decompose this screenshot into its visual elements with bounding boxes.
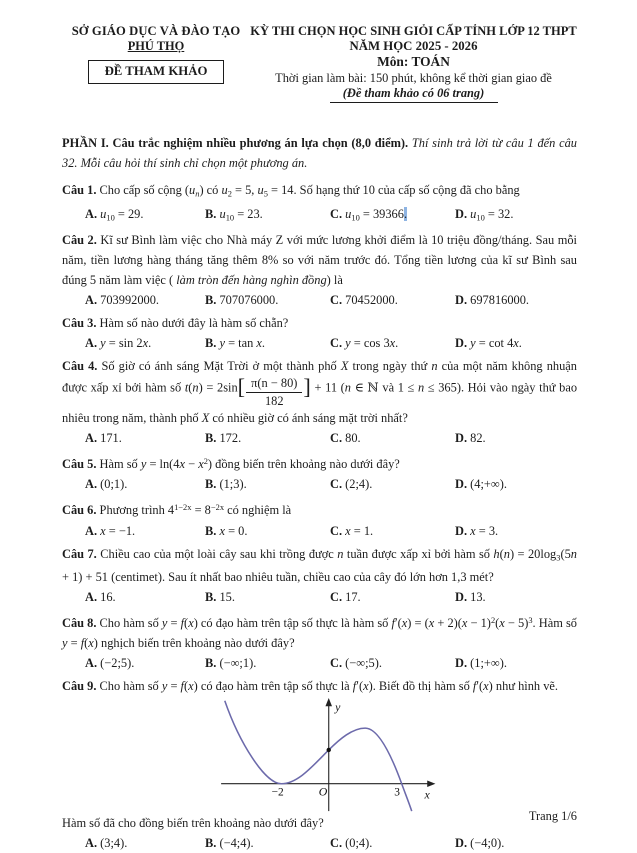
text-run: + 1) + 51 (centimet). Sau ít nhất bao nhiêu tuần, chiều cao của cây đó lớn hơn 1,3 mét? — [62, 570, 494, 585]
text-run: ) là — [326, 273, 343, 288]
question-7 — [62, 544, 577, 608]
header-right-block — [250, 24, 577, 103]
text-run: x — [513, 336, 519, 351]
text-run: ) có đạo hàm trên tập số thực là — [193, 679, 353, 694]
text-run: x — [256, 336, 262, 351]
text-run: 5 — [263, 188, 268, 199]
text-run: −2x — [210, 502, 225, 513]
question-label: Câu 6. — [62, 503, 97, 518]
subject: Môn: TOÁN — [377, 54, 450, 69]
option-d — [455, 333, 577, 353]
text-run: 171. — [100, 431, 122, 446]
fraction-numerator: π(n − 80) — [246, 376, 302, 393]
option-a — [85, 587, 205, 607]
text-run: có nhiều giờ có ánh sáng mặt trời nhất? — [209, 411, 408, 426]
text-run: Kĩ sư Bình làm việc cho Nhà máy Z với mức lương khởi điểm là 10 triệu đồng/tháng. Sau mỗi năm, tiền lương hàng tháng tăng thêm 8% so với năm trước đó. Tổng tiền lương của kĩ sư Bình sau đúng 5 năm làm việc ( — [62, 233, 577, 288]
text-run: y — [161, 679, 168, 694]
text-run: 16. — [100, 590, 116, 605]
text-run: = — [67, 636, 81, 651]
selection-highlight: . — [403, 206, 408, 221]
question-stem — [62, 544, 577, 588]
option-a — [85, 290, 205, 310]
text-run: ( — [184, 679, 189, 694]
option-letter: D. — [455, 590, 468, 605]
question-label: Câu 1. — [62, 183, 97, 197]
part1-intro — [62, 133, 577, 173]
option-letter: A. — [85, 336, 98, 351]
option-b — [205, 204, 330, 228]
question-6 — [62, 497, 577, 540]
option-c — [330, 204, 455, 228]
text-run: x — [470, 523, 476, 538]
text-run: = sin 2 — [105, 336, 143, 351]
header-left-block — [62, 24, 250, 84]
text-run: của một năm không nhuận được xấp xỉ bởi hàm số — [62, 359, 577, 395]
text-run: ) = 2sin — [198, 380, 238, 395]
text-run: x — [345, 523, 351, 538]
text-run: u — [189, 183, 196, 197]
text-run: 707076000. — [219, 293, 279, 308]
text-run: = 1. — [350, 523, 374, 538]
option-letter: B. — [205, 206, 217, 221]
option-b — [205, 587, 330, 607]
option-c — [330, 290, 455, 310]
option-b — [205, 333, 330, 353]
option-c — [330, 428, 455, 448]
exam-title: KỲ THI CHỌN HỌC SINH GIỎI CẤP TỈNH LỚP 12 THPT — [250, 24, 577, 38]
text-run: ( — [184, 616, 189, 631]
option-b — [205, 521, 330, 541]
text-run: = cos 3 — [350, 336, 390, 351]
y-axis-label: y — [335, 700, 341, 715]
question-stem — [62, 676, 577, 696]
text-run: = 5, — [231, 183, 258, 197]
text-run: (−∞;5). — [345, 656, 382, 671]
text-run: 10 — [106, 212, 115, 223]
question-stem — [62, 497, 577, 520]
text-run: 1−2x — [174, 502, 192, 513]
tick-minus-2: −2 — [271, 786, 284, 799]
text-run: y — [100, 336, 106, 351]
text-run: (0;1). — [100, 477, 128, 492]
origin-label: O — [318, 784, 328, 799]
text-run: = tan — [224, 336, 257, 351]
page-number: Trang 1/6 — [528, 809, 577, 823]
text-run: ( — [495, 616, 500, 631]
part1-intro-italic: Thí sinh trả lời từ câu 1 đến câu 32. Mỗi câu hỏi thí sinh chỉ chọn một phương án. — [62, 136, 577, 170]
question-post-stem — [62, 813, 577, 833]
option-letter: D. — [455, 293, 468, 308]
text-run: ) có đạo hàm trên tập số thực là hàm số — [193, 616, 392, 631]
question-stem — [62, 356, 577, 428]
option-letter: A. — [85, 293, 98, 308]
text-run: Cho hàm số — [99, 616, 162, 631]
text-run: Chiều cao của một loài cây sau khi trồng được — [100, 546, 338, 561]
text-run: h — [493, 546, 500, 561]
text-run: 82. — [470, 431, 486, 446]
text-run: y — [219, 336, 225, 351]
option-d — [455, 204, 577, 228]
text-run: ) = 20log — [509, 546, 557, 561]
option-d — [455, 521, 577, 541]
text-run: x — [401, 616, 408, 631]
text-run: ≤ 365). Hỏi vào ngày thứ bao nhiêu trong năm, thành phố — [62, 380, 578, 426]
option-a — [85, 833, 205, 853]
text-run: X — [340, 359, 349, 374]
province-name: PHÚ THỌ — [127, 39, 185, 53]
text-run: = −1. — [105, 523, 136, 538]
option-b — [205, 428, 330, 448]
option-letter: B. — [205, 656, 217, 671]
option-d — [455, 290, 577, 310]
option-a — [85, 204, 205, 228]
fraction — [246, 376, 302, 408]
answer-options-row — [62, 204, 577, 228]
question-label: Câu 4. — [62, 359, 98, 374]
text-run: f — [391, 616, 395, 631]
text-run: . Hàm số — [532, 616, 577, 631]
text-run: . — [261, 336, 266, 351]
text-run: . — [518, 336, 522, 351]
option-d — [455, 833, 577, 853]
option-a — [85, 428, 205, 448]
question-label: Câu 8. — [62, 616, 97, 631]
option-letter: D. — [455, 656, 468, 671]
text-run: = 39366 — [359, 206, 404, 221]
text-run: x — [188, 616, 194, 631]
text-run: u — [257, 183, 264, 197]
text-run: ′( — [356, 679, 364, 694]
option-a — [85, 333, 205, 353]
text-run: y — [161, 616, 168, 631]
x-axis-label: x — [424, 787, 430, 802]
duration-note: Thời gian làm bài: 150 phút, không kể thời gian giao đề — [275, 71, 552, 85]
option-d — [455, 474, 577, 494]
option-letter: C. — [330, 836, 343, 851]
text-run: (4;+∞). — [470, 477, 507, 492]
text-run: = 14. Số hạng thứ 10 của cấp số cộng đã cho bằng — [267, 183, 520, 197]
text-run: f — [472, 679, 477, 694]
text-run: y — [345, 336, 351, 351]
x-axis-arrow-icon — [427, 781, 435, 788]
option-letter: C. — [330, 656, 343, 671]
text-run: ] — [303, 373, 311, 399]
option-letter: C. — [330, 477, 343, 492]
text-run: Cho cấp số cộng ( — [99, 183, 190, 197]
option-a — [85, 474, 205, 494]
option-a — [85, 653, 205, 673]
text-run: 703992000. — [100, 293, 160, 308]
header-divider — [330, 102, 498, 103]
text-run: 2 — [227, 188, 232, 199]
option-letter: C. — [330, 590, 343, 605]
exam-type-box: ĐỀ THAM KHẢO — [88, 60, 225, 84]
option-letter: D. — [455, 431, 468, 446]
text-run: n — [503, 546, 510, 561]
text-run: (−2;5). — [100, 656, 135, 671]
question-8 — [62, 610, 577, 673]
text-run: (2;4). — [345, 477, 373, 492]
text-run: 70452000. — [345, 293, 398, 308]
question-4 — [62, 356, 577, 448]
text-run: = 8 — [191, 503, 211, 518]
y-axis-arrow-icon — [325, 698, 332, 706]
text-run: 10 — [476, 212, 485, 223]
tick-3: 3 — [394, 786, 400, 799]
text-run: (−∞;1). — [219, 656, 257, 671]
option-letter: C. — [330, 206, 343, 221]
question-5 — [62, 451, 577, 494]
option-c — [330, 521, 455, 541]
question-3 — [62, 313, 577, 353]
answer-options-row — [62, 428, 577, 448]
question-stem — [62, 451, 577, 474]
option-letter: A. — [85, 656, 98, 671]
option-d — [455, 428, 577, 448]
text-run: y — [62, 636, 68, 651]
text-run: x — [483, 679, 489, 694]
text-run: ) có — [199, 183, 222, 197]
text-run: = 23. — [234, 206, 263, 221]
option-letter: D. — [455, 477, 468, 492]
option-b — [205, 653, 330, 673]
option-b — [205, 474, 330, 494]
text-run: Cho hàm số — [99, 679, 162, 694]
text-run: x — [188, 679, 194, 694]
question-label: Câu 3. — [62, 316, 97, 331]
text-run: 80. — [345, 431, 361, 446]
text-run: trong ngày thứ — [348, 359, 432, 374]
text-run: (−4;0). — [470, 836, 505, 851]
answer-options-row — [62, 587, 577, 607]
option-letter: B. — [205, 293, 217, 308]
question-2 — [62, 230, 577, 310]
option-letter: B. — [205, 477, 217, 492]
text-run: ∈ ℕ và 1 ≤ — [350, 380, 418, 395]
option-letter: C. — [330, 523, 343, 538]
text-run: u — [100, 206, 107, 221]
option-letter: D. — [455, 336, 468, 351]
text-run: = ln(4 — [146, 457, 180, 472]
option-letter: B. — [205, 336, 217, 351]
option-letter: D. — [455, 836, 468, 851]
text-run: ′( — [394, 616, 402, 631]
text-run: Hàm số nào dưới đây là hàm số chẵn? — [99, 316, 289, 331]
answer-options-row — [62, 474, 577, 494]
option-d — [455, 587, 577, 607]
text-run: . — [148, 336, 152, 351]
answer-options-row — [62, 653, 577, 673]
school-year: NĂM HỌC 2025 - 2026 — [349, 39, 478, 53]
option-d — [455, 653, 577, 673]
option-letter: A. — [85, 590, 98, 605]
text-run: u — [221, 183, 228, 197]
text-run: (0;4). — [345, 836, 373, 851]
text-run: n — [195, 188, 200, 199]
text-run: 15. — [219, 590, 235, 605]
text-run: x — [363, 679, 369, 694]
text-run: 10 — [225, 212, 235, 223]
option-c — [330, 653, 455, 673]
text-run: + 11 ( — [310, 380, 345, 395]
text-run: 13. — [470, 590, 486, 605]
option-letter: B. — [205, 836, 217, 851]
text-run: tuần được xấp xỉ bởi hàm số — [343, 546, 494, 561]
text-run: X — [201, 411, 210, 426]
option-letter: A. — [85, 206, 98, 221]
option-letter: C. — [330, 293, 343, 308]
text-run: ( — [188, 380, 193, 395]
question-label: Câu 9. — [62, 679, 97, 694]
text-run: f — [180, 616, 185, 631]
text-run: x — [499, 616, 505, 631]
option-b — [205, 833, 330, 853]
text-run: x — [198, 457, 204, 472]
text-run: = 3. — [475, 523, 499, 538]
question-stem — [62, 610, 577, 653]
text-run: = — [167, 679, 181, 694]
option-c — [330, 474, 455, 494]
text-run: x — [428, 616, 435, 631]
text-run: Phương trình 4 — [99, 503, 175, 518]
option-c — [330, 333, 455, 353]
text-run: n — [192, 380, 199, 395]
text-run: − 5) — [504, 616, 529, 631]
text-run: x — [389, 336, 396, 351]
text-run: 172. — [219, 431, 242, 446]
text-run: n — [417, 380, 425, 395]
option-a — [85, 521, 205, 541]
text-run: làm tròn đến hàng nghìn đồng — [173, 273, 327, 288]
derivative-graph-figure — [212, 697, 577, 813]
text-run: n — [337, 546, 344, 561]
text-run: (1;+∞). — [470, 656, 507, 671]
text-run: có nghiệm là — [224, 503, 292, 518]
text-run: x — [88, 636, 94, 651]
text-run: (1;3). — [219, 477, 247, 492]
option-letter: A. — [85, 836, 98, 851]
text-run: ) đồng biến trên khoảng nào dưới đây? — [207, 457, 400, 472]
questions-list — [62, 180, 577, 853]
text-run: x — [179, 457, 186, 472]
option-letter: A. — [85, 523, 98, 538]
text-run: u — [470, 206, 477, 221]
text-run: f — [80, 636, 85, 651]
text-run: 2 — [490, 615, 496, 626]
text-run: ( — [84, 636, 89, 651]
option-letter: A. — [85, 431, 98, 446]
option-letter: B. — [205, 523, 217, 538]
text-run: − — [185, 457, 199, 472]
text-run: [ — [237, 373, 246, 399]
department-name: SỞ GIÁO DỤC VÀ ĐÀO TẠO — [71, 24, 241, 38]
question-1 — [62, 180, 577, 227]
text-run: − 1) — [467, 616, 491, 631]
text-run: Hàm số đã cho đồng biến trên khoảng nào dưới đây? — [62, 816, 324, 831]
question-label: Câu 2. — [62, 233, 97, 248]
text-run: 3 — [528, 615, 533, 626]
answer-options-row — [62, 833, 577, 853]
exam-header — [62, 24, 577, 103]
text-run: . — [395, 336, 399, 351]
text-run: u — [219, 206, 226, 221]
text-run: t — [184, 380, 189, 395]
option-c — [330, 587, 455, 607]
text-run: x — [142, 336, 149, 351]
option-letter: D. — [455, 206, 468, 221]
option-letter: B. — [205, 590, 217, 605]
text-run: ) nghịch biến trên khoảng nào dưới đây? — [93, 636, 295, 651]
question-label: Câu 7. — [62, 546, 97, 561]
answer-options-row — [62, 521, 577, 541]
text-run: (5 — [560, 546, 571, 561]
text-run: ′( — [476, 679, 484, 694]
text-run: y — [140, 457, 147, 472]
question-stem — [62, 180, 577, 204]
question-stem — [62, 313, 577, 333]
option-c — [330, 833, 455, 853]
text-run: 10 — [351, 212, 360, 223]
fraction-denominator: 182 — [264, 393, 284, 408]
text-run: n — [570, 546, 577, 561]
text-run: ) = ( — [407, 616, 429, 631]
text-run: 3 — [556, 552, 561, 563]
text-run: x — [219, 523, 225, 538]
text-run: ). Biết đồ thị hàm số — [368, 679, 473, 694]
text-run: n — [431, 359, 438, 374]
text-run: 17. — [345, 590, 361, 605]
text-run: = cot 4 — [475, 336, 514, 351]
text-run: (−4;4). — [219, 836, 254, 851]
text-run: u — [345, 206, 352, 221]
text-run: y — [470, 336, 476, 351]
part1-intro-bold: PHẦN I. Câu trắc nghiệm nhiều phương án lựa chọn (8,0 điểm). — [62, 136, 409, 150]
text-run: ) như hình vẽ. — [488, 679, 559, 694]
question-stem — [62, 230, 577, 290]
option-letter: B. — [205, 431, 217, 446]
text-run: n — [344, 380, 351, 395]
text-run: f — [352, 679, 357, 694]
text-run: 697816000. — [470, 293, 530, 308]
option-letter: D. — [455, 523, 468, 538]
text-run: = — [167, 616, 181, 631]
text-run: x — [461, 616, 468, 631]
text-run: Số giờ có ánh sáng Mặt Trời ở một thành phố — [101, 359, 341, 374]
question-9 — [62, 676, 577, 853]
option-letter: C. — [330, 431, 343, 446]
y-intercept-dot — [327, 748, 331, 752]
option-letter: C. — [330, 336, 343, 351]
text-run: x — [100, 523, 106, 538]
answer-options-row — [62, 290, 577, 310]
pages-note: (Đề tham khảo có 06 trang) — [342, 86, 485, 100]
text-run: Hàm số — [99, 457, 141, 472]
text-run: = 32. — [484, 206, 514, 221]
derivative-graph-svg — [212, 697, 440, 813]
option-b — [205, 290, 330, 310]
text-run: = 0. — [224, 523, 248, 538]
text-run: + 2)( — [434, 616, 462, 631]
text-run: f — [180, 679, 184, 694]
text-run: 2 — [203, 456, 208, 467]
answer-options-row — [62, 333, 577, 353]
question-label: Câu 5. — [62, 457, 97, 472]
text-run: (3;4). — [100, 836, 128, 851]
text-run: = 29. — [114, 206, 144, 221]
text-run: ( — [499, 546, 504, 561]
option-letter: A. — [85, 477, 98, 492]
